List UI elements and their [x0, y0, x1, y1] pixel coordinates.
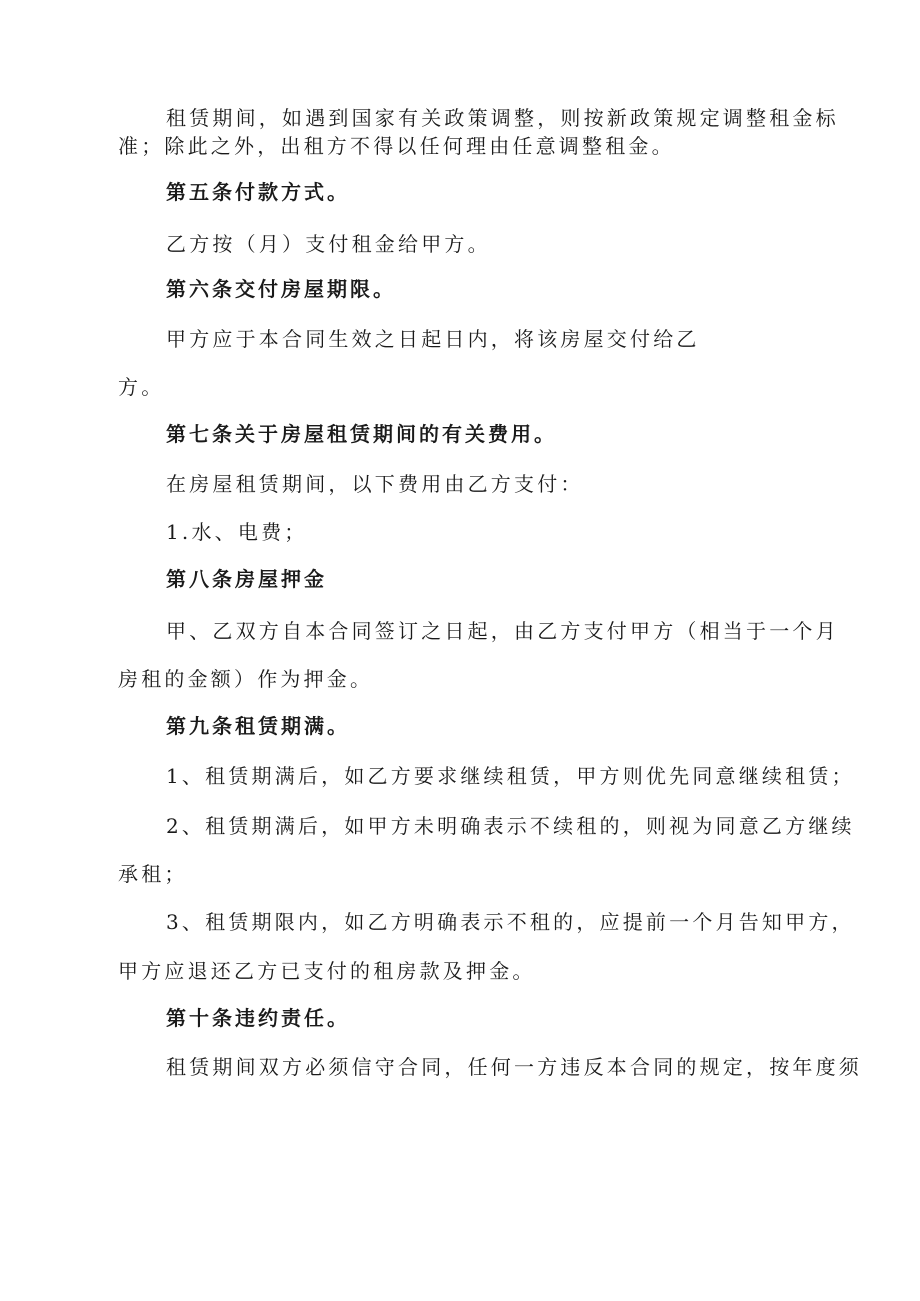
article-9-item-1: 1、租赁期满后，如乙方要求继续租赁，甲方则优先同意继续租赁；	[166, 764, 855, 788]
article-8-body: 甲、乙双方自本合同签订之日起，由乙方支付甲方（相当于一个月	[166, 619, 839, 643]
article-8-title: 第八条房屋押金	[166, 567, 327, 591]
article-9-item-2: 2、租赁期满后，如甲方未明确表示不续租的，则视为同意乙方继续	[166, 814, 855, 838]
article-5-title: 第五条付款方式。	[166, 180, 350, 204]
article-10-title: 第十条违约责任。	[166, 1006, 350, 1030]
article-9-title: 第九条租赁期满。	[166, 714, 350, 738]
article-7-item-1: 1.水、电费；	[166, 520, 308, 544]
article-6-body-continued: 方。	[118, 375, 165, 399]
article-7-body: 在房屋租赁期间，以下费用由乙方支付：	[166, 472, 584, 496]
article-6-body: 甲方应于本合同生效之日起日内，将该房屋交付给乙	[166, 327, 700, 351]
article-9-item-3-continued: 甲方应退还乙方已支付的租房款及押金。	[118, 959, 536, 983]
article-7-title: 第七条关于房屋租赁期间的有关费用。	[166, 422, 557, 446]
article-8-body-continued: 房租的金额）作为押金。	[118, 667, 374, 691]
article-9-item-3: 3、租赁期限内，如乙方明确表示不租的，应提前一个月告知甲方，	[166, 910, 855, 934]
paragraph-line: 租赁期间，如遇到国家有关政策调整，则按新政策规定调整租金标	[166, 106, 839, 130]
article-5-body: 乙方按（月）支付租金给甲方。	[166, 232, 491, 256]
article-6-title: 第六条交付房屋期限。	[166, 277, 396, 301]
paragraph-line: 准；除此之外，出租方不得以任何理由任意调整租金。	[118, 134, 675, 158]
article-9-item-2-continued: 承租；	[118, 862, 188, 886]
article-10-body: 租赁期间双方必须信守合同，任何一方违反本合同的规定，按年度须	[166, 1055, 862, 1079]
